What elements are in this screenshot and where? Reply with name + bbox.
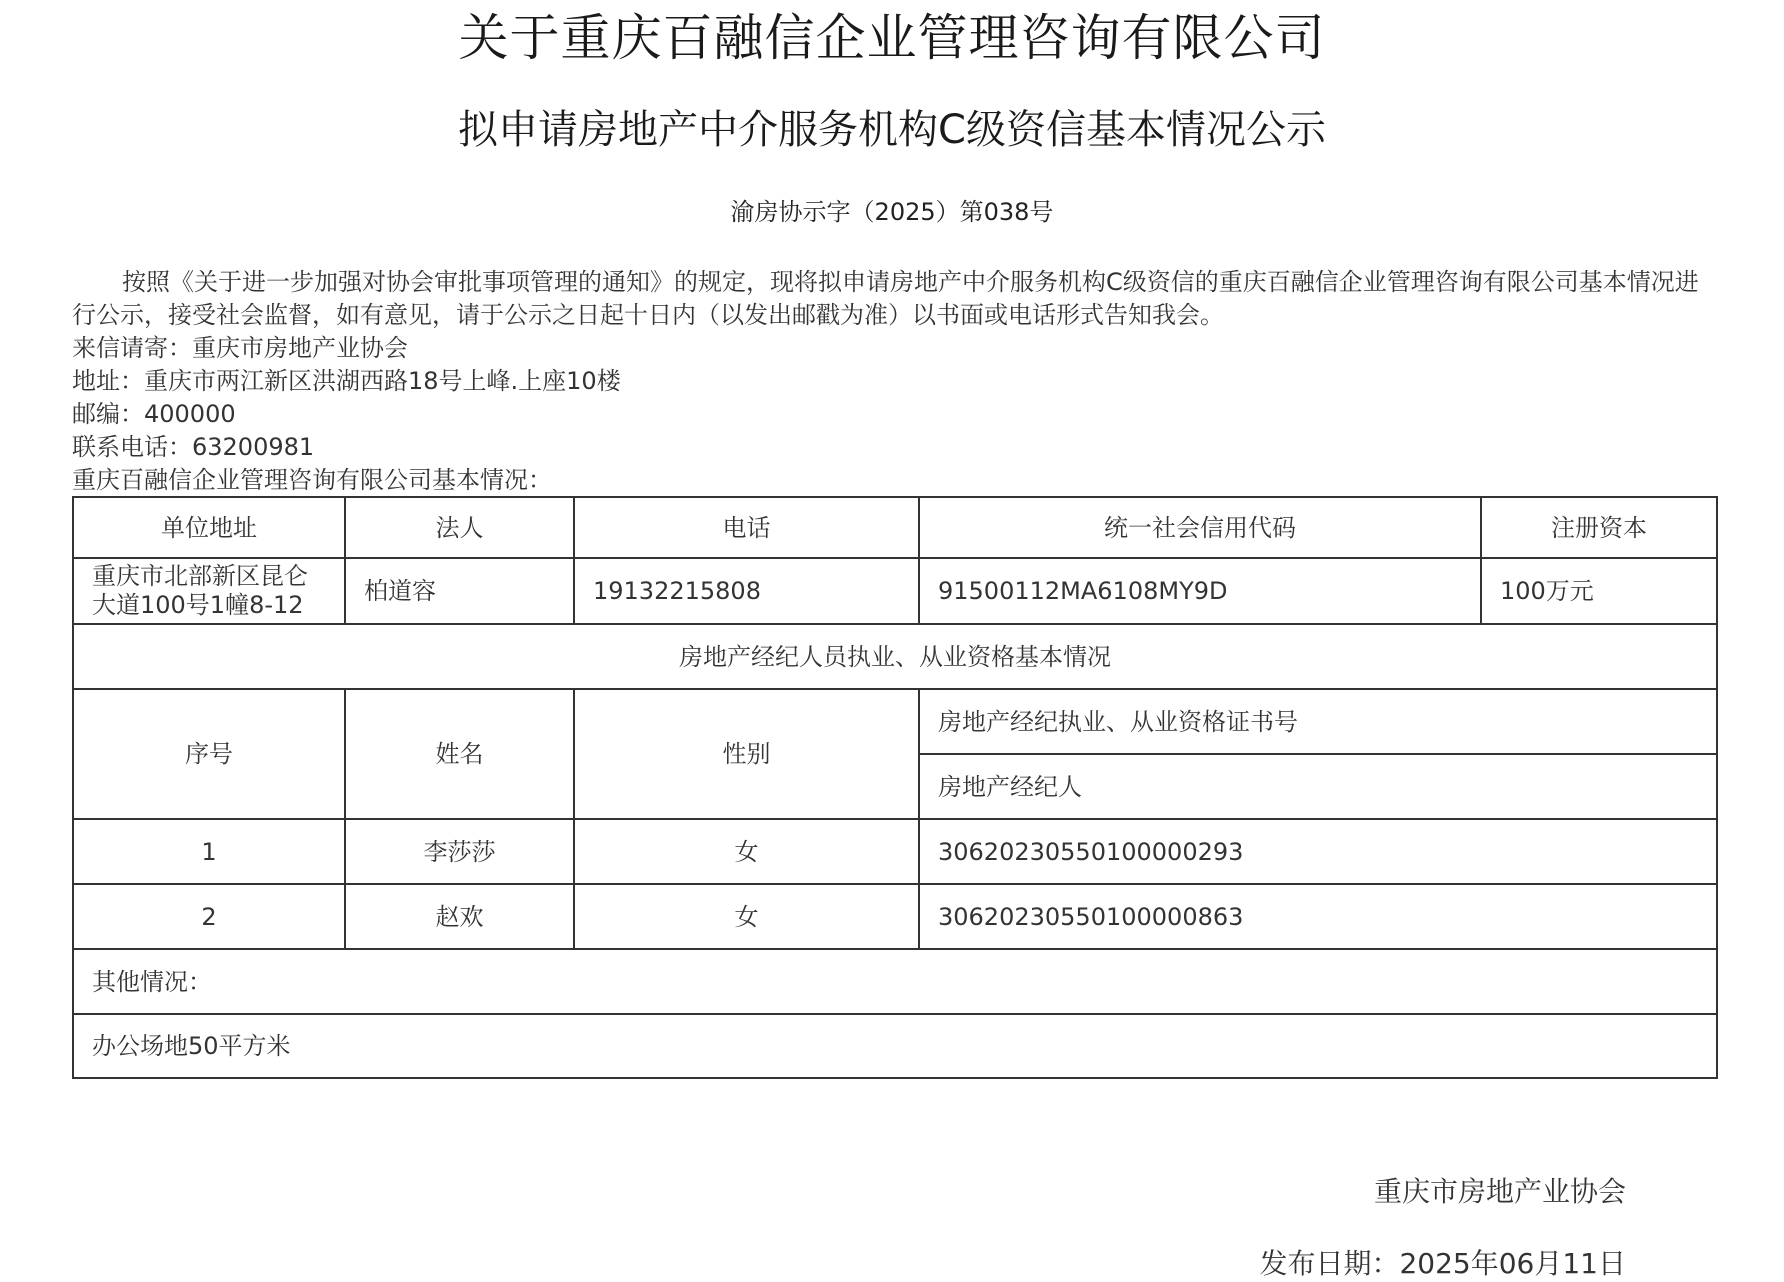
other-content-row — [73, 1014, 1717, 1078]
body-text — [72, 266, 1712, 497]
company-phone: 19132215808 — [574, 558, 919, 624]
postcode-line: 邮编：400000 — [72, 400, 236, 428]
agent-name: 赵欢 — [345, 884, 574, 949]
header-cert-title: 房地产经纪执业、从业资格证书号 — [919, 689, 1717, 754]
company-address-line-1: 重庆市北部新区昆仑 — [92, 562, 308, 590]
agent-cert-number: 30620230550100000293 — [919, 819, 1717, 884]
agent-cert-number: 30620230550100000863 — [919, 884, 1717, 949]
company-header-row — [73, 497, 1717, 558]
other-label: 其他情况： — [73, 949, 1717, 1014]
address-line: 地址：重庆市两江新区洪湖西路18号上峰.上座10楼 — [72, 367, 621, 395]
company-info-table — [72, 496, 1718, 1079]
header-phone: 电话 — [574, 497, 919, 558]
header-cert-type: 房地产经纪人 — [919, 754, 1717, 819]
company-legal-person: 柏道容 — [345, 558, 574, 624]
agent-gender: 女 — [574, 884, 919, 949]
header-legal-person: 法人 — [345, 497, 574, 558]
agents-header-row-1 — [73, 689, 1717, 754]
header-name: 姓名 — [345, 689, 574, 819]
company-credit-code: 91500112MA6108MY9D — [919, 558, 1481, 624]
header-address: 单位地址 — [73, 497, 345, 558]
other-label-row — [73, 949, 1717, 1014]
company-address-line-2: 大道100号1幢8-12 — [92, 591, 304, 619]
title-line-2: 拟申请房地产中介服务机构C级资信基本情况公示 — [458, 107, 1326, 153]
header-gender: 性别 — [574, 689, 919, 819]
agent-row — [73, 884, 1717, 949]
phone-line: 联系电话：63200981 — [72, 433, 315, 461]
basic-info-heading: 重庆百融信企业管理咨询有限公司基本情况： — [72, 466, 552, 494]
document-number: 渝房协示字（2025）第038号 — [730, 198, 1054, 226]
agent-index: 2 — [73, 884, 345, 949]
other-content: 办公场地50平方米 — [73, 1014, 1717, 1078]
send-to-line: 来信请寄：重庆市房地产业协会 — [72, 334, 408, 362]
agents-section-heading: 房地产经纪人员执业、从业资格基本情况 — [73, 624, 1717, 689]
header-credit-code: 统一社会信用代码 — [919, 497, 1481, 558]
agent-name: 李莎莎 — [345, 819, 574, 884]
publish-date: 发布日期：2025年06月11日 — [1259, 1247, 1626, 1280]
company-address-cell — [73, 558, 345, 624]
agent-index: 1 — [73, 819, 345, 884]
issuing-organization: 重庆市房地产业协会 — [1373, 1175, 1626, 1208]
agent-gender: 女 — [574, 819, 919, 884]
agents-heading-row — [73, 624, 1717, 689]
title-line-1: 关于重庆百融信企业管理咨询有限公司 — [458, 9, 1326, 67]
header-index: 序号 — [73, 689, 345, 819]
company-data-row — [73, 558, 1717, 624]
header-capital: 注册资本 — [1481, 497, 1717, 558]
intro-paragraph: 按照《关于进一步加强对协会审批事项管理的通知》的规定，现将拟申请房地产中介服务机构C级资信的重庆百融信企业管理咨询有限公司基本情况进行公示，接受社会监督，如有意见，请于公示之日起十日内（以发出邮戳为准）以书面或电话形式告知我会。 — [72, 268, 1699, 329]
company-capital: 100万元 — [1481, 558, 1717, 624]
agent-row — [73, 819, 1717, 884]
